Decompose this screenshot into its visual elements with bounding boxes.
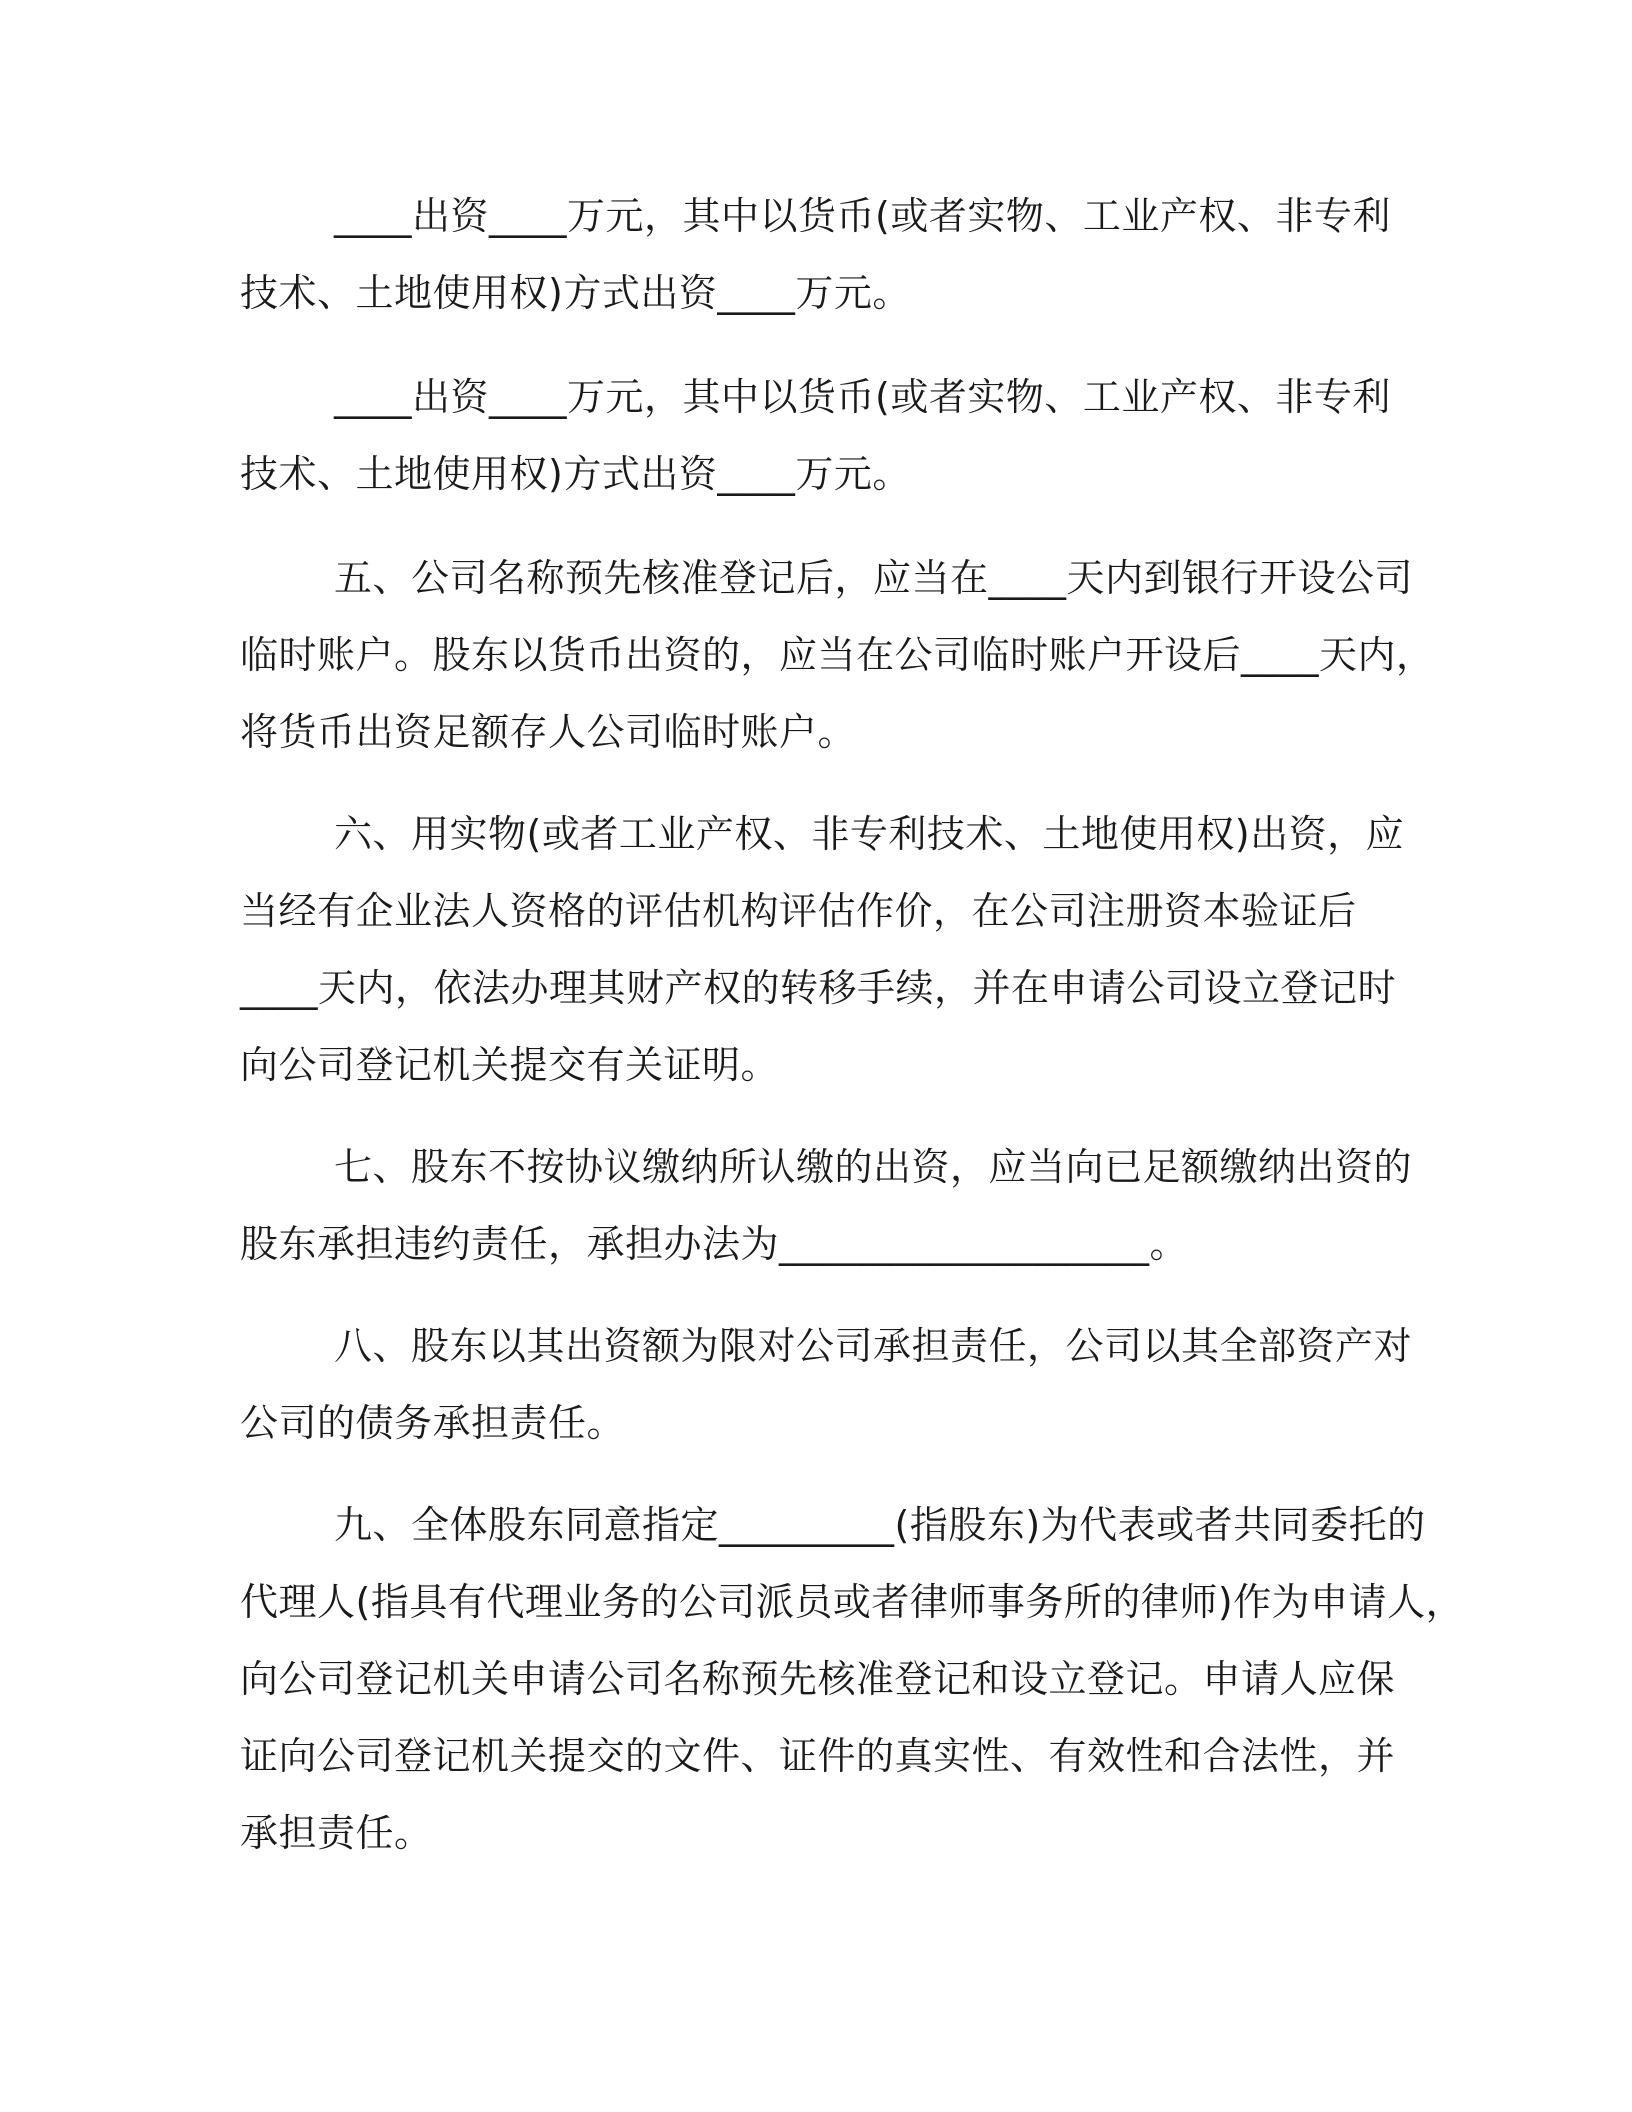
text-line: 七、股东不按协议缴纳所认缴的出资，应当向已足额缴纳出资的 xyxy=(334,1145,1413,1189)
text-line: 承担责任。 xyxy=(240,1811,433,1855)
text-line: 股东承担违约责任，承担办法为___________________。 xyxy=(240,1222,1189,1266)
text-line: 公司的债务承担责任。 xyxy=(240,1401,626,1445)
text-line: ____出资____万元，其中以货币(或者实物、工业产权、非专利 xyxy=(334,375,1391,419)
text-line: 临时账户。股东以货币出资的，应当在公司临时账户开设后____天内， xyxy=(240,633,1435,677)
text-line: 技术、土地使用权)方式出资____万元。 xyxy=(240,452,911,496)
text-line: ____出资____万元，其中以货币(或者实物、工业产权、非专利 xyxy=(334,194,1391,238)
text-line: 向公司登记机关提交有关证明。 xyxy=(240,1043,780,1087)
text-line: 六、用实物(或者工业产权、非专利技术、土地使用权)出资，应 xyxy=(334,812,1405,856)
text-line: 九、全体股东同意指定_________(指股东)为代表或者共同委托的 xyxy=(334,1503,1426,1547)
text-line: ____天内，依法办理其财产权的转移手续，并在申请公司设立登记时 xyxy=(240,966,1397,1010)
text-line: 八、股东以其出资额为限对公司承担责任，公司以其全部资产对 xyxy=(334,1324,1413,1368)
text-line: 五、公司名称预先核准登记后，应当在____天内到银行开设公司 xyxy=(334,556,1414,600)
text-line: 代理人(指具有代理业务的公司派员或者律师事务所的律师)作为申请人， xyxy=(240,1580,1465,1624)
text-line: 技术、土地使用权)方式出资____万元。 xyxy=(240,271,911,315)
text-line: 向公司登记机关申请公司名称预先核准登记和设立登记。申请人应保 xyxy=(240,1657,1396,1701)
text-line: 将货币出资足额存人公司临时账户。 xyxy=(240,710,857,754)
text-line: 证向公司登记机关提交的文件、证件的真实性、有效性和合法性，并 xyxy=(240,1734,1396,1778)
text-line: 当经有企业法人资格的评估机构评估作价，在公司注册资本验证后 xyxy=(240,889,1357,933)
